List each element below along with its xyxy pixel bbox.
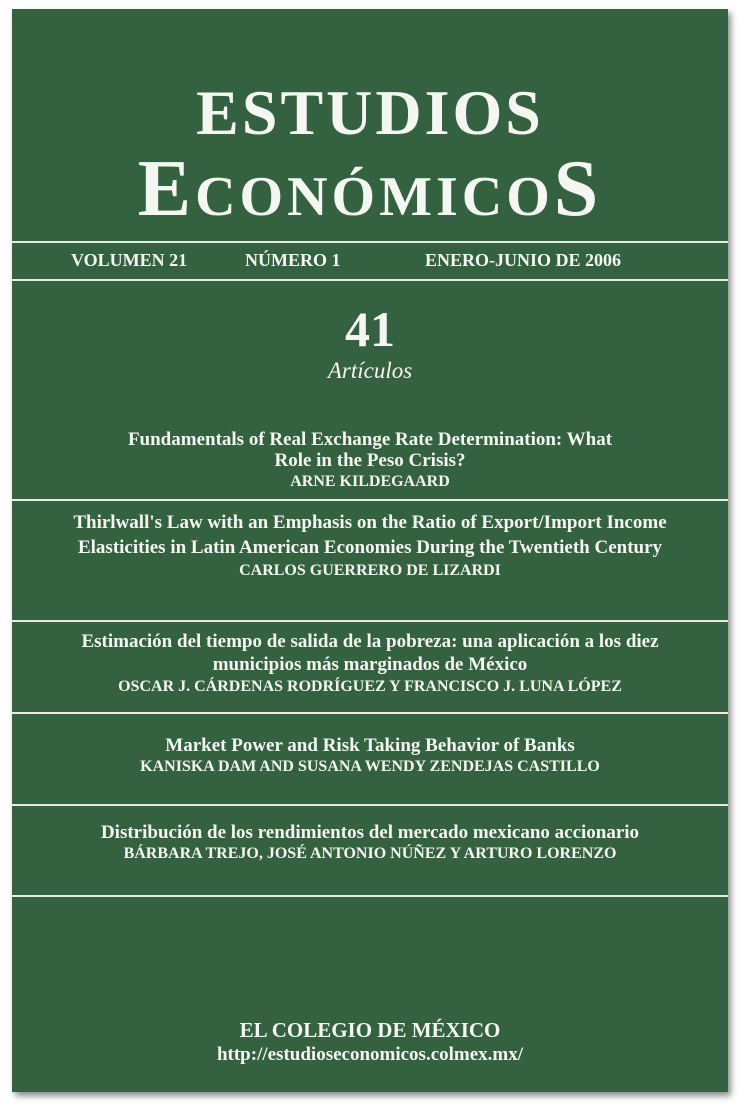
- publisher-name: EL COLEGIO DE MÉXICO: [239, 1018, 501, 1042]
- article-authors: CARLOS GUERRERO DE LIZARDI: [239, 562, 501, 579]
- article-authors: OSCAR J. CÁRDENAS RODRÍGUEZ Y FRANCISCO J. LUNA LÓPEZ: [118, 678, 622, 695]
- journal-title-line2: EconómicoS: [137, 145, 603, 233]
- article-title: Market Power and Risk Taking Behavior of Banks: [165, 735, 575, 756]
- divider: [12, 241, 728, 243]
- divider: [12, 499, 728, 501]
- article-entry: [32, 822, 708, 865]
- divider: [12, 279, 728, 281]
- divider: [12, 620, 728, 622]
- article-authors: ARNE KILDEGAARD: [290, 473, 450, 490]
- article-title: Estimación del tiempo de salida de la pobreza: una aplicación a los diez municipios más marginados de México: [81, 631, 659, 675]
- divider: [12, 804, 728, 806]
- issue-volume: VOLUMEN 21: [71, 250, 188, 270]
- journal-url: http://estudioseconomicos.colmex.mx/: [216, 1044, 524, 1065]
- journal-title-line1: ESTUDIOS: [196, 77, 544, 148]
- article-title: Fundamentals of Real Exchange Rate Determination: What Role in the Peso Crisis?: [127, 429, 613, 471]
- issue-date: ENERO-JUNIO DE 2006: [425, 250, 622, 270]
- journal-cover: [12, 9, 728, 1092]
- article-title: Distribución de los rendimientos del mercado mexicano accionario: [100, 822, 640, 843]
- article-authors: KANISKA DAM AND SUSANA WENDY ZENDEJAS CASTILLO: [140, 758, 600, 775]
- article-entry: [62, 510, 678, 582]
- article-title: Thirlwall's Law with an Emphasis on the Ratio of Export/Import Income Elasticities in Latin American Economies During the Twentieth Century: [73, 512, 667, 558]
- issue-sequence-number: 41: [345, 301, 395, 357]
- article-entry: [32, 735, 708, 778]
- issue-number: NÚMERO 1: [245, 250, 341, 270]
- article-authors: BÁRBARA TREJO, JOSÉ ANTONIO NÚÑEZ Y ARTURO LORENZO: [123, 845, 617, 862]
- divider: [12, 895, 728, 897]
- divider: [12, 712, 728, 714]
- section-label: Artículos: [327, 358, 413, 383]
- article-entry: [52, 630, 688, 698]
- article-entry: [112, 429, 628, 493]
